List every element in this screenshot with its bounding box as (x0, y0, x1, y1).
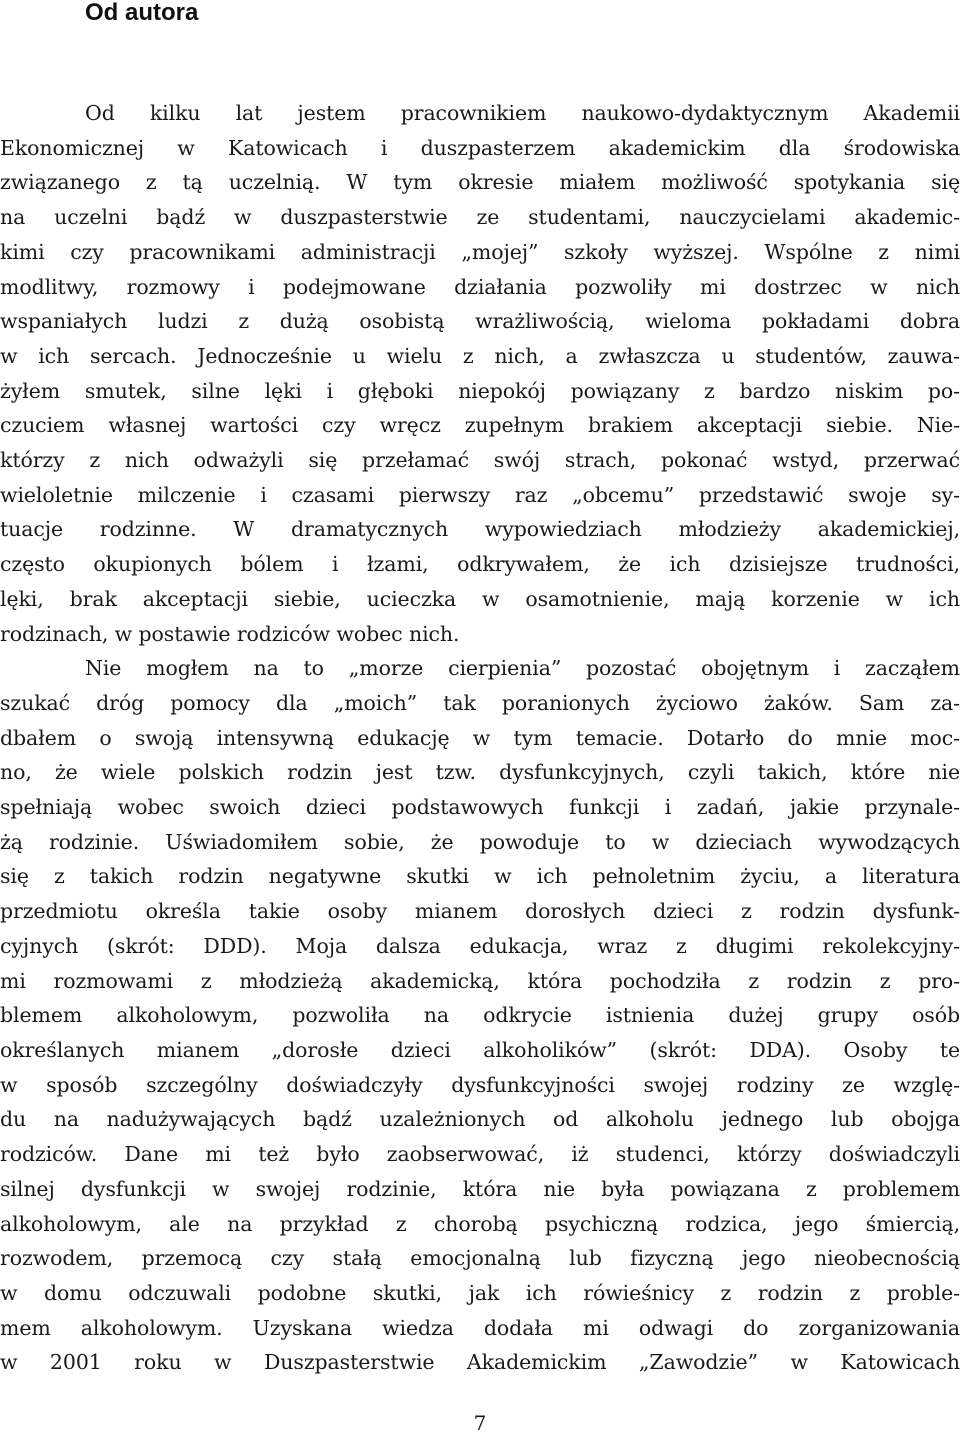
text-line: spełniają wobec swoich dzieci podstawowych funkcji i zadań, jakie przynale- (0, 795, 960, 820)
text-line: silnej dysfunkcji w swojej rodzinie, która nie była powiązana z problemem (0, 1176, 960, 1201)
text-line: rodziców. Dane mi też było zaobserwować, iż studenci, którzy doświadczyli (0, 1142, 960, 1167)
text-line: szukać dróg pomocy dla „moich” tak poranionych życiowo żaków. Sam za- (0, 690, 960, 715)
text-line: często okupionych bólem i łzami, odkrywałem, że ich dzisiejsze trudności, (0, 552, 960, 577)
text-line: przedmiotu określa takie osoby mianem dorosłych dzieci z rodzin dysfunk- (0, 899, 960, 924)
text-line: żą rodzinie. Uświadomiłem sobie, że powoduje to w dzieciach wywodzących (0, 829, 960, 854)
text-line: w ich sercach. Jednocześnie u wielu z nich, a zwłaszcza u studentów, zauwa- (0, 343, 960, 368)
text-line: mem alkoholowym. Uzyskana wiedza dodała mi odwagi do zorganizowania (0, 1315, 960, 1340)
text-line: związanego z tą uczelnią. W tym okresie miałem możliwość spotykania się (0, 170, 960, 195)
text-line: blemem alkoholowym, pozwoliła na odkrycie istnienia dużej grupy osób (0, 1003, 960, 1028)
page-number: 7 (473, 1411, 487, 1435)
text-line: Od kilku lat jestem pracownikiem naukowo-dydaktycznym Akademii (85, 101, 960, 125)
text-line: tuacje rodzinne. W dramatycznych wypowiedziach młodzieży akademickiej, (0, 517, 960, 542)
text-line: kimi czy pracownikami administracji „mojej” szkoły wyższej. Wspólne z nimi (0, 239, 960, 264)
text-line: dbałem o swoją intensywną edukację w tym temacie. Dotarło do mnie moc- (0, 725, 960, 750)
body-text (0, 96, 960, 1380)
paragraph-1 (0, 96, 960, 651)
text-line: w sposób szczególny doświadczyły dysfunkcyjności swojej rodziny ze wzglę- (0, 1072, 960, 1097)
text-line: alkoholowym, ale na przykład z chorobą psychiczną rodzica, jego śmiercią, (0, 1211, 960, 1236)
text-line: Ekonomicznej w Katowicach i duszpasterzem akademickim dla środowiska (0, 135, 960, 160)
text-line: określanych mianem „dorosłe dzieci alkoholików” (skrót: DDA). Osoby te (0, 1037, 960, 1062)
section-heading: Od autora (85, 0, 199, 26)
text-line: na uczelni bądź w duszpasterstwie ze studentami, nauczycielami akademic- (0, 205, 960, 230)
text-line: czuciem własnej wartości czy wręcz zupełnym brakiem akceptacji siebie. Nie- (0, 413, 960, 438)
text-line: się z takich rodzin negatywne skutki w ich pełnoletnim życiu, a literatura (0, 864, 960, 889)
text-line: lęki, brak akceptacji siebie, ucieczka w osamotnienie, mają korzenie w ich (0, 586, 960, 611)
text-line: rodzinach, w postawie rodziców wobec nich. (0, 621, 460, 646)
text-line: którzy z nich odważyli się przełamać swój strach, pokonać wstyd, przerwać (0, 448, 960, 473)
text-line: wieloletnie milczenie i czasami pierwszy raz „obcemu” przedstawić swoje sy- (0, 482, 960, 507)
text-line: cyjnych (skrót: DDD). Moja dalsza edukacja, wraz z długimi rekolekcyjny- (0, 933, 960, 958)
text-line: w domu odczuwali podobne skutki, jak ich rówieśnicy z rodzin z proble- (0, 1280, 960, 1305)
text-line: żyłem smutek, silne lęki i głęboki niepokój powiązany z bardzo niskim po- (0, 378, 960, 403)
text-line: no, że wiele polskich rodzin jest tzw. dysfunkcyjnych, czyli takich, które nie (0, 760, 960, 785)
text-line: mi rozmowami z młodzieżą akademicką, która pochodziła z rodzin z pro- (0, 968, 960, 993)
text-line: Nie mogłem na to „morze cierpienia” pozostać obojętnym i zacząłem (85, 656, 960, 681)
text-line: du na nadużywających bądź uzależnionych od alkoholu jednego lub obojga (0, 1107, 960, 1132)
paragraph-2 (0, 651, 960, 1380)
text-line: rozwodem, przemocą czy stałą emocjonalną lub fizyczną jego nieobecnością (0, 1246, 960, 1271)
text-line: w 2001 roku w Duszpasterstwie Akademickim „Zawodzie” w Katowicach (0, 1350, 960, 1375)
text-line: wspaniałych ludzi z dużą osobistą wrażliwością, wieloma pokładami dobra (0, 309, 960, 334)
text-line: modlitwy, rozmowy i podejmowane działania pozwoliły mi dostrzec w nich (0, 274, 960, 299)
